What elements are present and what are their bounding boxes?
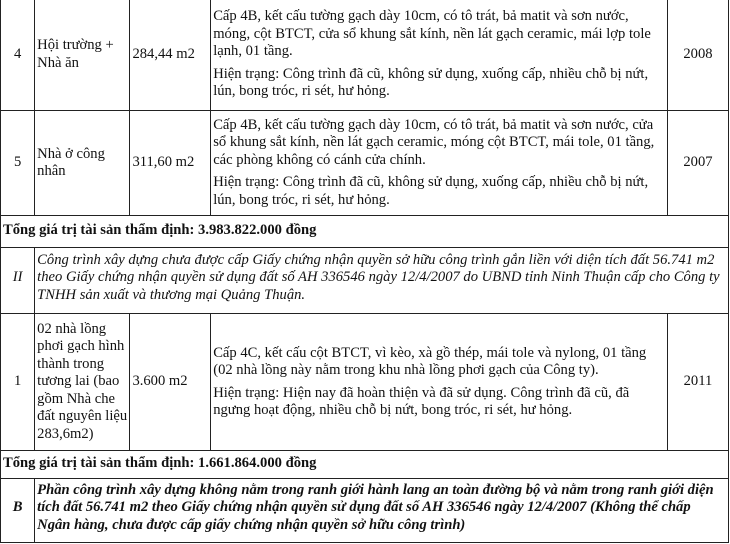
asset-description-cell: [211, 0, 668, 111]
section-row: [1, 479, 729, 543]
asset-area: 3.600 m2: [130, 314, 211, 451]
total-value: Tổng giá trị tài sản thẩm định: 3.983.822.000 đồng: [1, 216, 729, 248]
asset-name: Hội trường + Nhà ăn: [35, 0, 130, 111]
asset-description-cell: [211, 314, 668, 451]
table-row: [1, 314, 729, 451]
asset-description: Cấp 4B, kết cấu tường gạch dày 10cm, có tô trát, bả matit và sơn nước, móng, cột BTCT, cửa sổ khung sắt kính, nền lát gạch ceramic, mái lợp tole lạnh, 01 tầng.: [213, 8, 651, 60]
asset-area: 311,60 m2: [130, 111, 211, 216]
section-title: Phần công trình xây dựng không nằm trong ranh giới hành lang an toàn đường bộ và nằm trong ranh giới diện tích đất 56.741 m2 theo Giấy chứng nhận quyền sử dụng đất số AH 336546 ngày 12/4/2007 (Không thể chấp Ngân hàng, chưa được cấp giấy chứng nhận quyền sở hữu công trình): [35, 479, 729, 543]
section-row: [1, 248, 729, 314]
row-number: 1: [1, 314, 35, 451]
asset-name: Nhà ở công nhân: [35, 111, 130, 216]
section-number: B: [1, 479, 35, 543]
build-year: 2011: [667, 314, 728, 451]
total-row: [1, 451, 729, 479]
asset-status: Hiện trạng: Hiện nay đã hoàn thiện và đã sử dụng. Công trình đã cũ, đã ngưng hoạt động, nhiều chỗ bị nứt, bong tróc, ri sét, hư hỏng.: [213, 384, 630, 418]
section-title: Công trình xây dựng chưa được cấp Giấy chứng nhận quyền sở hữu công trình gắn liền với diện tích đất 56.741 m2 theo Giấy chứng nhận quyền sử dụng đất số AH 336546 ngày 12/4/2007 do UBND tỉnh Ninh Thuận cấp cho Công ty TNHH sản xuất và thương mại Quảng Thuận.: [35, 248, 729, 314]
asset-description-cell: [211, 111, 668, 216]
total-value: Tổng giá trị tài sản thẩm định: 1.661.864.000 đồng: [1, 451, 729, 479]
asset-description: Cấp 4C, kết cấu cột BTCT, vì kèo, xà gồ thép, mái tole và nylong, 01 tầng (02 nhà lồng này nằm trong khu nhà lồng phơi gạch của Công ty).: [213, 344, 647, 378]
row-number: 4: [1, 0, 35, 111]
asset-description: Cấp 4B, kết cấu tường gạch dày 10cm, có tô trát, bả matit và sơn nước, cửa sổ khung sắt kính, nền lát gạch ceramic, móng cột BTCT, mái tole, 01 tầng, các phòng không có cánh cửa chính.: [213, 116, 655, 168]
table-row: [1, 0, 729, 111]
row-number: 5: [1, 111, 35, 216]
table-row: [1, 111, 729, 216]
total-row: [1, 216, 729, 248]
asset-area: 284,44 m2: [130, 0, 211, 111]
asset-status: Hiện trạng: Công trình đã cũ, không sử dụng, xuống cấp, nhiều chỗ bị nứt, lún, bong tróc, ri sét, hư hỏng.: [213, 174, 649, 208]
build-year: 2007: [667, 111, 728, 216]
build-year: 2008: [667, 0, 728, 111]
asset-status: Hiện trạng: Công trình đã cũ, không sử dụng, xuống cấp, nhiều chỗ bị nứt, lún, bong tróc, ri sét, hư hỏng.: [213, 65, 649, 100]
asset-name: 02 nhà lồng phơi gạch hình thành trong tương lai (bao gồm Nhà che đất nguyên liệu 283,6m2): [35, 314, 130, 451]
section-number: II: [1, 248, 35, 314]
